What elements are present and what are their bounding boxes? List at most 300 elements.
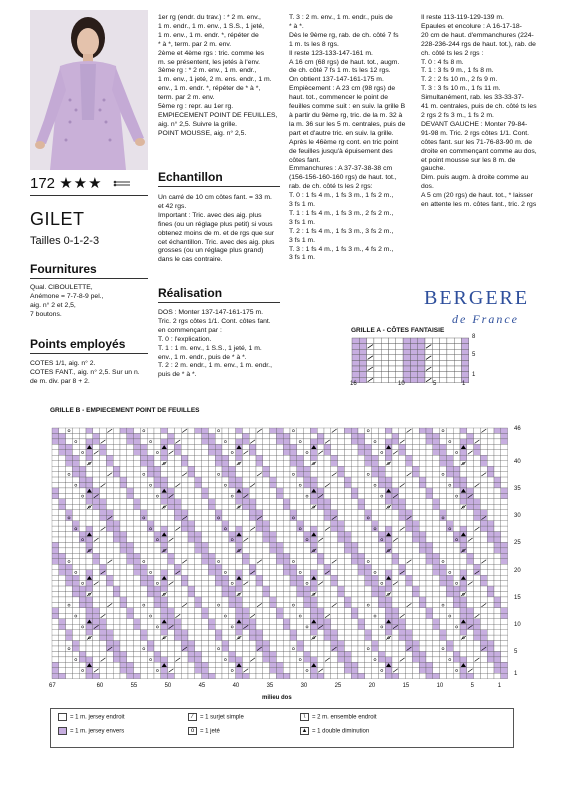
grid-b-cell: [344, 673, 351, 678]
grid-b-cell: [52, 439, 59, 444]
grid-b-cell: [113, 657, 120, 662]
grid-b-cell: [426, 673, 433, 678]
grid-b-cell: [392, 455, 399, 460]
grid-b-cell: [385, 553, 392, 558]
grid-b-cell: [426, 657, 433, 662]
grid-b-cell: [93, 651, 100, 656]
grid-b-cell: [154, 635, 161, 640]
grid-b-cell: [474, 548, 481, 553]
grid-b-cell: [134, 532, 141, 537]
grid-b-cell: [236, 641, 243, 646]
grid-b-cell: [66, 553, 73, 558]
legend-double-dim: ▲ = 1 double diminution: [301, 728, 370, 735]
grid-b-cell: [106, 641, 113, 646]
grid-a-cell: [374, 349, 381, 355]
grid-b-cell: [161, 450, 168, 455]
grid-b-cell: [440, 537, 447, 542]
grid-b-cell: [433, 635, 440, 640]
grid-b-cell: [412, 433, 419, 438]
grid-b-cell: [113, 559, 120, 564]
grid-b-cell: [501, 526, 508, 531]
grid-b-cell: [263, 668, 270, 673]
grid-b-cell: [358, 592, 365, 597]
grid-b-cell: [406, 542, 413, 547]
grid-b-row-label: 15: [514, 594, 521, 601]
grid-b-cell: [378, 619, 385, 624]
grid-b-cell: [487, 570, 494, 575]
grid-b-cell: [168, 542, 175, 547]
grid-b-cell: [79, 575, 86, 580]
grid-b-cell: [134, 439, 141, 444]
grid-b-cell: [215, 515, 222, 520]
grid-b-row-label: 10: [514, 622, 521, 629]
grid-b-cell: [256, 597, 263, 602]
grid-b-cell: [113, 466, 120, 471]
grid-b-cell: [52, 521, 59, 526]
grid-b-cell: [120, 466, 127, 471]
grid-b-cell: [120, 575, 127, 580]
grid-b-cell: [79, 548, 86, 553]
grid-a-cell: [381, 360, 388, 366]
grid-b-cell: [440, 570, 447, 575]
grid-b-cell: [344, 575, 351, 580]
grid-a-cell: [374, 355, 381, 361]
grid-b-cell: [412, 575, 419, 580]
grid-a-cell: [440, 377, 447, 383]
grid-b-cell: [426, 515, 433, 520]
grid-b-title: GRILLE B - EMPIECEMENT POINT DE FEUILLES: [50, 407, 200, 414]
grid-b-cell: [249, 461, 256, 466]
grid-b-cell: [385, 597, 392, 602]
grid-b-cell: [52, 488, 59, 493]
grid-b-cell: [474, 515, 481, 520]
grid-b-cell: [392, 499, 399, 504]
grid-a-cell: [381, 366, 388, 372]
grid-b-cell: [215, 673, 222, 678]
grid-b-cell: [168, 521, 175, 526]
grid-a-cell: [447, 338, 454, 344]
grid-b-cell: [433, 450, 440, 455]
grid-b-cell: [263, 537, 270, 542]
grid-b-cell: [270, 559, 277, 564]
grid-b-cell: [290, 537, 297, 542]
grid-b-cell: [134, 613, 141, 618]
grid-b-cell: [222, 673, 229, 678]
grid-b-cell: [324, 548, 331, 553]
grid-b-cell: [392, 570, 399, 575]
grid-b-cell: [446, 477, 453, 482]
grid-b-cell: [358, 641, 365, 646]
grid-b-cell: [399, 553, 406, 558]
grid-b-cell: [222, 619, 229, 624]
grid-b-cell: [59, 624, 66, 629]
grid-b-cell: [501, 657, 508, 662]
grid-a-cell: [381, 349, 388, 355]
grid-b-cell: [297, 532, 304, 537]
grid-b-cell: [263, 662, 270, 667]
grid-b-cell: [338, 477, 345, 482]
grid-b-cell: [412, 641, 419, 646]
grid-b-cell: [331, 483, 338, 488]
grid-b-cell: [140, 532, 147, 537]
grid-b-cell: [66, 450, 73, 455]
grid-b-cell: [344, 461, 351, 466]
grid-b-cell: [202, 586, 209, 591]
grid-b-cell: [134, 668, 141, 673]
grid-b-cell: [147, 592, 154, 597]
grid-b-cell: [134, 597, 141, 602]
grid-b-cell: [338, 608, 345, 613]
grid-b-cell: [283, 537, 290, 542]
grid-b-cell: [242, 657, 249, 662]
grid-b-cell: [283, 630, 290, 635]
grid-b-cell: [59, 455, 66, 460]
grid-b-cell: [487, 455, 494, 460]
grid-a-cell: [367, 372, 374, 378]
grid-b-cell: [460, 450, 467, 455]
grid-b-cell: [474, 455, 481, 460]
grid-b-cell: [338, 646, 345, 651]
grid-b-cell: [501, 641, 508, 646]
grid-b-cell: [106, 488, 113, 493]
grid-b-cell: [290, 466, 297, 471]
grid-b-cell: [174, 450, 181, 455]
grid-b-cell: [331, 488, 338, 493]
grid-b-cell: [242, 570, 249, 575]
grid-b-cell: [304, 613, 311, 618]
grid-b-cell: [487, 477, 494, 482]
grid-b-cell: [304, 548, 311, 553]
grid-b-cell: [392, 532, 399, 537]
grid-b-cell: [242, 630, 249, 635]
grid-a-cell: [418, 377, 425, 383]
grid-b-cell: [460, 433, 467, 438]
grid-b-cell: [154, 439, 161, 444]
grid-a-cell: [410, 360, 417, 366]
grid-b-cell: [263, 630, 270, 635]
grid-b-cell: [276, 455, 283, 460]
grid-b-cell: [270, 433, 277, 438]
grid-b-cell: [310, 433, 317, 438]
grid-b-cell: [222, 515, 229, 520]
grid-b-cell: [310, 624, 317, 629]
grid-b-cell: [174, 597, 181, 602]
grid-b-cell: [276, 433, 283, 438]
grid-b-cell: [426, 493, 433, 498]
grid-b-cell: [426, 553, 433, 558]
grid-b-cell: [344, 564, 351, 569]
grid-b-cell: [127, 483, 134, 488]
grid-b-cell: [487, 461, 494, 466]
grid-b-cell: [215, 613, 222, 618]
grid-b-cell: [202, 526, 209, 531]
grid-b-cell: [487, 608, 494, 613]
legend-ensemble: \ = 2 m. ensemble endroit: [300, 713, 377, 721]
grid-b-cell: [72, 510, 79, 515]
grid-b-cell: [297, 450, 304, 455]
grid-b-cell: [501, 586, 508, 591]
grid-b-cell: [66, 439, 73, 444]
grid-b-cell: [385, 493, 392, 498]
grid-b-cell: [236, 439, 243, 444]
grid-b-cell: [372, 619, 379, 624]
grid-b-cell: [474, 559, 481, 564]
grid-b-cell: [304, 510, 311, 515]
grid-b-row-label: 5: [514, 649, 518, 656]
grid-b-cell: [93, 613, 100, 618]
grid-b-cell: [236, 466, 243, 471]
grid-b-cell: [120, 439, 127, 444]
grid-b-cell: [365, 428, 372, 433]
grid-b-cell: [331, 575, 338, 580]
grid-b-cell: [93, 483, 100, 488]
grid-b-cell: [392, 461, 399, 466]
grid-b-cell: [127, 477, 134, 482]
grid-b-cell: [453, 548, 460, 553]
grid-b-cell: [467, 570, 474, 575]
grid-b-cell: [256, 450, 263, 455]
grid-b-cell: [208, 477, 215, 482]
grid-b-cell: [249, 499, 256, 504]
grid-b-cell: [338, 624, 345, 629]
grid-b-cell: [412, 597, 419, 602]
grid-b-cell: [215, 455, 222, 460]
grid-b-cell: [79, 526, 86, 531]
grid-b-cell: [106, 532, 113, 537]
grid-a-cell: [381, 355, 388, 361]
grid-b-cell: [106, 651, 113, 656]
grid-b-cell: [433, 521, 440, 526]
grid-b-cell: [154, 668, 161, 673]
grid-b-cell: [331, 493, 338, 498]
grid-b-cell: [344, 613, 351, 618]
grid-b-cell: [290, 515, 297, 520]
grid-b-cell: [467, 608, 474, 613]
grid-b-cell: [338, 493, 345, 498]
grid-b-cell: [236, 651, 243, 656]
grid-b-cell: [440, 641, 447, 646]
grid-b-cell: [79, 581, 86, 586]
grid-b-cell: [351, 483, 358, 488]
grid-b-cell: [419, 542, 426, 547]
grid-b-cell: [487, 537, 494, 542]
grid-b-cell: [474, 444, 481, 449]
grid-b-cell: [215, 641, 222, 646]
grid-b-cell: [120, 472, 127, 477]
grid-b-cell: [378, 450, 385, 455]
grid-b-cell: [134, 428, 141, 433]
grid-b-cell: [304, 483, 311, 488]
grid-b-cell: [140, 630, 147, 635]
grid-b-cell: [358, 444, 365, 449]
grid-b-cell: [331, 466, 338, 471]
grid-b-cell: [79, 477, 86, 482]
grid-b-cell: [270, 581, 277, 586]
grid-b-cell: [66, 668, 73, 673]
grid-b-cell: [283, 444, 290, 449]
grid-b-cell: [236, 581, 243, 586]
grid-b-cell: [372, 510, 379, 515]
grid-b-cell: [79, 499, 86, 504]
grid-b-cell: [154, 592, 161, 597]
grid-b-cell: [222, 630, 229, 635]
grid-b-cell: [127, 662, 134, 667]
grid-b-cell: [72, 548, 79, 553]
grid-b-cell: [433, 477, 440, 482]
grid-b-cell: [242, 428, 249, 433]
grid-b-cell: [433, 504, 440, 509]
grid-b-cell: [86, 526, 93, 531]
grid-b-cell: [256, 439, 263, 444]
grid-b-cell: [86, 608, 93, 613]
grid-b-cell: [378, 630, 385, 635]
grid-b-cell: [86, 466, 93, 471]
grid-b-cell: [127, 444, 134, 449]
grid-b-cell: [378, 613, 385, 618]
grid-b-cell: [222, 493, 229, 498]
grid-b-cell: [317, 499, 324, 504]
grid-b-cell: [181, 668, 188, 673]
grid-b-cell: [338, 472, 345, 477]
grid-b-cell: [453, 499, 460, 504]
grid-b-cell: [79, 630, 86, 635]
grid-b-cell: [501, 613, 508, 618]
grid-b-cell: [270, 532, 277, 537]
grid-b-cell: [406, 521, 413, 526]
grid-b-cell: [480, 466, 487, 471]
grid-b-cell: [249, 510, 256, 515]
grid-b-cell: [433, 537, 440, 542]
grid-b-cell: [399, 433, 406, 438]
grid-b-cell: [229, 455, 236, 460]
grid-b-cell: [270, 646, 277, 651]
grid-b-cell: [446, 510, 453, 515]
grid-b-cell: [79, 657, 86, 662]
grid-b-cell: [453, 635, 460, 640]
grid-b-cell: [195, 472, 202, 477]
grid-b-cell: [426, 444, 433, 449]
grid-b-cell: [195, 651, 202, 656]
grid-b-cell: [324, 564, 331, 569]
grid-b-cell: [134, 504, 141, 509]
grid-b-cell: [106, 630, 113, 635]
grid-b-cell: [372, 624, 379, 629]
grid-a-cell: [454, 372, 461, 378]
grid-b-cell: [86, 570, 93, 575]
grid-a-cell: [410, 349, 417, 355]
grid-b-cell: [276, 537, 283, 542]
grid-b-cell: [86, 499, 93, 504]
grid-b-cell: [215, 564, 222, 569]
grid-b-cell: [324, 477, 331, 482]
grid-b-cell: [494, 472, 501, 477]
grid-b-cell: [181, 553, 188, 558]
grid-b-cell: [229, 537, 236, 542]
grid-b-cell: [202, 504, 209, 509]
grid-b-cell: [66, 657, 73, 662]
grid-b-cell: [79, 444, 86, 449]
grid-b-cell: [331, 635, 338, 640]
grid-b-cell: [249, 433, 256, 438]
grid-b-cell: [372, 483, 379, 488]
grid-b-cell: [256, 477, 263, 482]
grid-b-cell: [460, 602, 467, 607]
grid-b-cell: [236, 608, 243, 613]
grid-b-cell: [324, 630, 331, 635]
grid-b-cell: [412, 646, 419, 651]
grid-b-cell: [351, 597, 358, 602]
grid-b-cell: [236, 646, 243, 651]
grid-b-cell: [372, 515, 379, 520]
grid-b-cell: [249, 444, 256, 449]
grid-b-cell: [474, 592, 481, 597]
grid-b-cell: [174, 624, 181, 629]
grid-a-cell: [432, 372, 439, 378]
grid-b-cell: [263, 602, 270, 607]
grid-b-cell: [242, 521, 249, 526]
grid-b-cell: [365, 461, 372, 466]
grid-b-cell: [106, 673, 113, 678]
grid-b-cell: [86, 624, 93, 629]
grid-b-cell: [317, 575, 324, 580]
grid-b-cell: [358, 613, 365, 618]
grid-b-cell: [168, 526, 175, 531]
grid-b-cell: [181, 657, 188, 662]
grid-b-cell: [154, 630, 161, 635]
grid-b-cell: [494, 532, 501, 537]
grid-b-cell: [270, 602, 277, 607]
grid-b-cell: [494, 477, 501, 482]
difficulty-stars: ★★★: [59, 175, 103, 192]
grid-b-cell: [399, 597, 406, 602]
grid-b-cell: [480, 455, 487, 460]
grid-b-cell: [297, 662, 304, 667]
grid-b-cell: [195, 575, 202, 580]
grid-b-col-label: 20: [368, 683, 376, 689]
grid-b-cell: [365, 439, 372, 444]
grid-b-cell: [161, 668, 168, 673]
grid-b-cell: [161, 608, 168, 613]
grid-b-cell: [79, 515, 86, 520]
grid-b-cell: [494, 619, 501, 624]
grid-b-cell: [113, 515, 120, 520]
grid-b-cell: [446, 575, 453, 580]
grid-b-cell: [304, 586, 311, 591]
grid-b-cell: [399, 662, 406, 667]
grid-b-cell: [378, 673, 385, 678]
grid-a-cell: [447, 344, 454, 350]
grid-b-cell: [290, 619, 297, 624]
grid-b-cell: [406, 510, 413, 515]
grid-b-cell: [446, 472, 453, 477]
grid-b-cell: [202, 439, 209, 444]
grid-b-cell: [453, 439, 460, 444]
grid-b-cell: [474, 602, 481, 607]
grid-b-cell: [392, 646, 399, 651]
grid-b-cell: [276, 493, 283, 498]
grid-b-cell: [52, 586, 59, 591]
grid-b-cell: [453, 668, 460, 673]
grid-b-cell: [419, 483, 426, 488]
grid-b-cell: [140, 472, 147, 477]
grid-b-cell: [480, 673, 487, 678]
grid-a-cell: [425, 372, 432, 378]
grid-b-cell: [154, 515, 161, 520]
grid-b-cell: [72, 673, 79, 678]
grid-b-cell: [494, 537, 501, 542]
grid-b-cell: [242, 444, 249, 449]
grid-b-cell: [154, 553, 161, 558]
